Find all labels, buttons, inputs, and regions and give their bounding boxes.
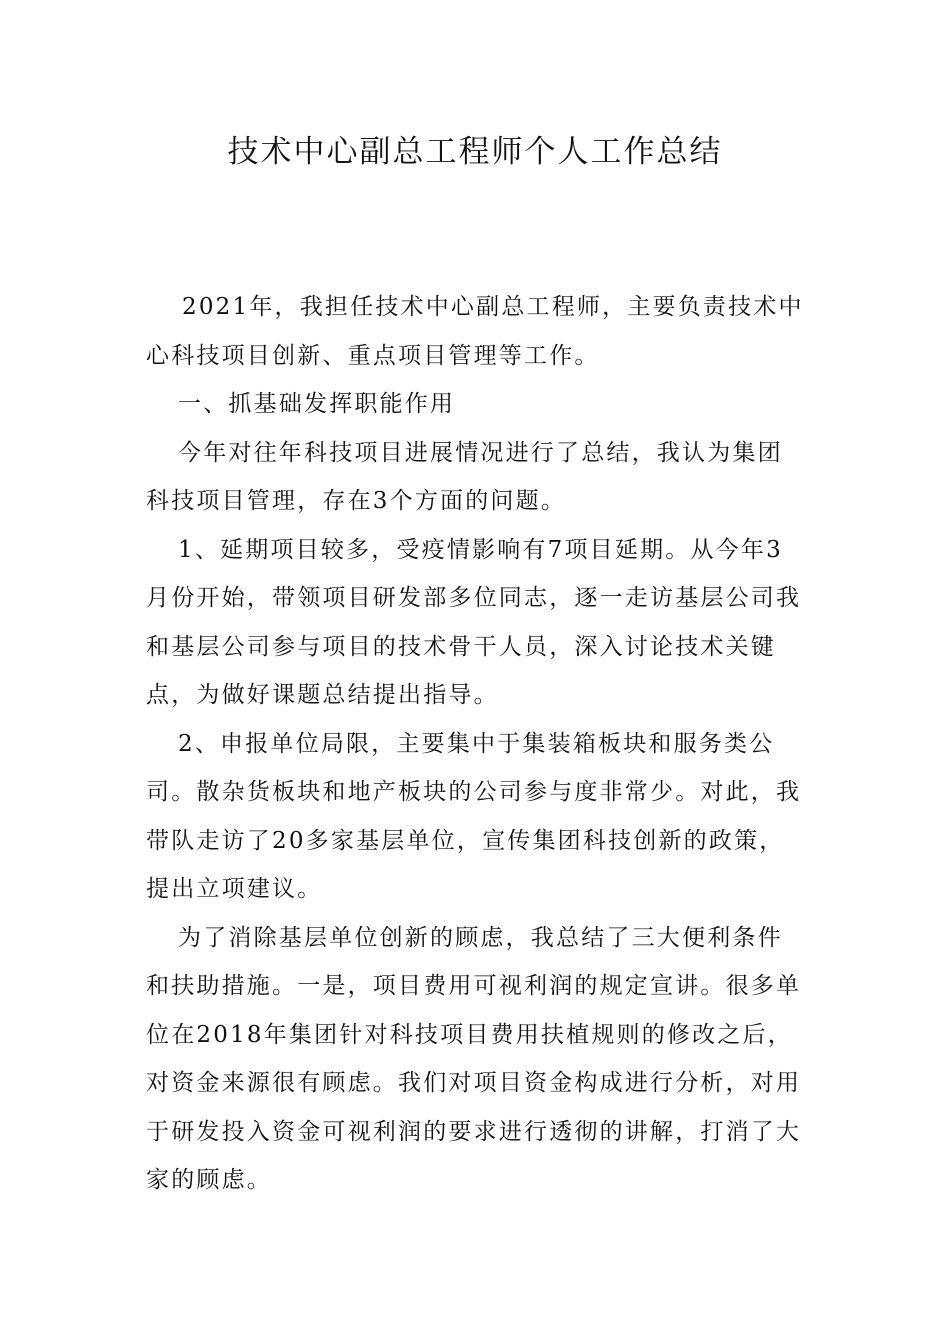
paragraph-issue-2: 2、申报单位局限，主要集中于集装箱板块和服务类公司。散杂货板块和地产板块的公司参与度非常少。对此，我带队走访了20多家基层单位，宣传集团科技创新的政策，提出立项建议。 [146,730,802,902]
paragraph-issue-1: 1、延期项目较多，受疫情影响有7项目延期。从今年3月份开始，带领项目研发部多位同志，逐一走访基层公司我和基层公司参与项目的技术骨干人员，深入讨论技术关键点，为做好课题总结提出指导。 [146,536,802,708]
paragraph-summary: 今年对往年科技项目进展情况进行了总结，我认为集团科技项目管理，存在3个方面的问题。 [146,439,783,514]
paragraph-intro: 2021年，我担任技术中心副总工程师，主要负责技术中心科技项目创新、重点项目管理等工作。 [146,294,804,369]
paragraph-measures: 为了消除基层单位创新的顾虑，我总结了三大便利条件和扶助措施。一是，项目费用可视利润的规定宣讲。很多单位在2018年集团针对科技项目费用扶植规则的修改之后，对资金来源很有顾虑。我们对项目资金构成进行分析，对用于研发投入资金可视利润的要求进行透彻的讲解，打消了大家的顾虑。 [146,924,802,1193]
section-heading: 一、抓基础发挥职能作用 [178,391,456,417]
document-body [146,283,806,1205]
document-title: 技术中心副总工程师个人工作总结 [227,134,723,170]
